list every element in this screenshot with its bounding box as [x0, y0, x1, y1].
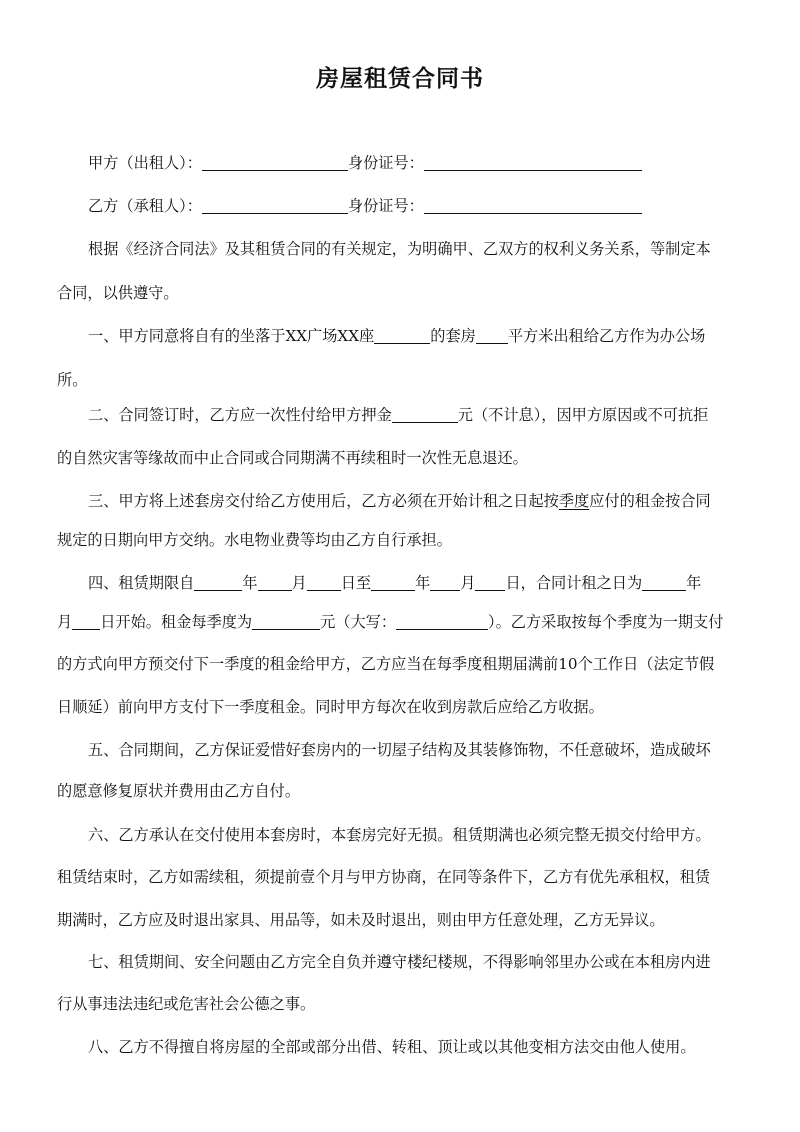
rent-start-month-label: 月 — [57, 613, 73, 631]
clause-3-line-1 — [88, 490, 758, 512]
clause-4-rent-text: 日开始。租金每季度为 — [100, 613, 253, 631]
clause-6-line-2: 租赁结束时，乙方如需续租，须提前壹个月与甲方协商，在同等条件下，乙方有优先承租权，租赁 — [57, 868, 711, 886]
party-a-label: 甲方（出租人）： — [88, 154, 202, 172]
clause-5-line-2: 的愿意修复原状并费用由乙方自付。 — [57, 782, 300, 800]
clause-2-text-b: 元（不计息），因甲方原因或不可抗拒 — [457, 406, 709, 424]
clause-4-line-4: 日顺延）前向甲方支付下一季度租金。同时甲方每次在收到房款后应给乙方收据。 — [57, 698, 604, 716]
end-day-label: 日，合同计租之日为 — [505, 574, 643, 592]
clause-1-text-b: 的套房 — [430, 327, 476, 345]
party-b-id-blank — [424, 197, 642, 214]
clause-1-area-blank — [476, 327, 508, 344]
clause-4-uppercase-label: 元（大写： — [320, 613, 396, 631]
clause-7-line-1: 七、租赁期间、安全问题由乙方完全自负并遵守楼纪楼规，不得影响邻里办公或在本租房内进 — [88, 953, 711, 971]
clause-6-line-3: 期满时，乙方应及时退出家具、用品等，如未及时退出，则由甲方任意处理，乙方无异议。 — [57, 911, 665, 929]
start-day-blank — [307, 574, 341, 591]
clause-1-text-c: 平方米出租给乙方作为办公场 — [507, 327, 706, 345]
clause-2-line-1 — [88, 404, 758, 426]
clause-2-line-2: 的自然灾害等缘故而中止合同或合同期满不再续租时一次性无息退还。 — [57, 449, 528, 467]
party-b-label: 乙方（承租人）： — [88, 197, 202, 215]
clause-1-line-1 — [88, 325, 758, 347]
party-b-id-label: 身份证号： — [347, 197, 424, 215]
end-day-blank — [475, 574, 505, 591]
document-title: 房屋租赁合同书 — [316, 65, 484, 92]
rent-start-day-blank — [72, 613, 100, 630]
clause-6-line-1: 六、乙方承认在交付使用本套房时，本套房完好无损。租赁期满也必须完整无损交付给甲方。 — [88, 826, 711, 844]
clause-2-text-a: 二、合同签订时，乙方应一次性付给甲方押金 — [88, 406, 392, 424]
clause-5-line-1: 五、合同期间，乙方保证爱惜好套房内的一切屋子结构及其装修饰物，不任意破坏，造成破坏 — [88, 741, 711, 759]
party-a-id-label: 身份证号： — [347, 154, 424, 172]
clause-8-line-1: 八、乙方不得擅自将房屋的全部或部分出借、转租、顶让或以其他变相方法交由他人使用。 — [88, 1038, 696, 1056]
end-month-label: 月 — [460, 574, 476, 592]
start-day-to-label: 日至 — [340, 574, 372, 592]
clause-4-payment-text: ）。乙方采取按每个季度为一期支付 — [488, 613, 724, 631]
end-year-blank — [371, 574, 415, 591]
party-b-name-blank — [202, 197, 348, 214]
quarterly-rent-blank — [252, 613, 320, 630]
clause-4-line-1 — [88, 572, 758, 594]
start-month-blank — [258, 574, 292, 591]
end-year-label: 年 — [415, 574, 431, 592]
clause-1-text-a: 一、甲方同意将自有的坐落于XX广场XX座 — [88, 327, 375, 345]
start-year-blank — [194, 574, 242, 591]
clause-3-text-b: 应付的租金按合同 — [589, 492, 711, 510]
rent-uppercase-blank — [396, 613, 488, 630]
party-b-row — [88, 195, 758, 217]
party-a-name-blank — [202, 154, 348, 171]
clause-3-text-a: 三、甲方将上述套房交付给乙方使用后，乙方必须在开始计租之日起按 — [88, 492, 559, 510]
clause-1-unit-blank — [374, 327, 430, 344]
clause-4-line-3: 的方式向甲方预交付下一季度的租金给甲方，乙方应当在每季度租期届满前10个工作日（法定节假 — [57, 655, 715, 673]
party-a-id-blank — [424, 154, 642, 171]
preamble-line-2: 合同，以供遵守。 — [57, 284, 179, 302]
clause-4-line-2 — [57, 611, 757, 633]
rent-start-year-label: 年 — [686, 574, 702, 592]
clause-7-line-2: 行从事违法违纪或危害社会公德之事。 — [57, 995, 316, 1013]
clause-1-line-2: 所。 — [57, 371, 88, 389]
start-month-label: 月 — [291, 574, 307, 592]
clause-4-lease-from: 四、租赁期限自 — [88, 574, 195, 592]
preamble-line-1: 根据《经济合同法》及其租赁合同的有关规定，为明确甲、乙双方的权利义务关系，等制定本 — [88, 240, 711, 258]
start-year-label: 年 — [242, 574, 258, 592]
clause-3-underlined-term: 季度 — [558, 492, 590, 510]
rent-start-year-blank — [642, 574, 686, 591]
deposit-amount-blank — [392, 406, 458, 423]
clause-3-line-2: 规定的日期向甲方交纳。水电物业费等均由乙方自行承担。 — [57, 531, 452, 549]
end-month-blank — [430, 574, 460, 591]
party-a-row — [88, 152, 758, 174]
